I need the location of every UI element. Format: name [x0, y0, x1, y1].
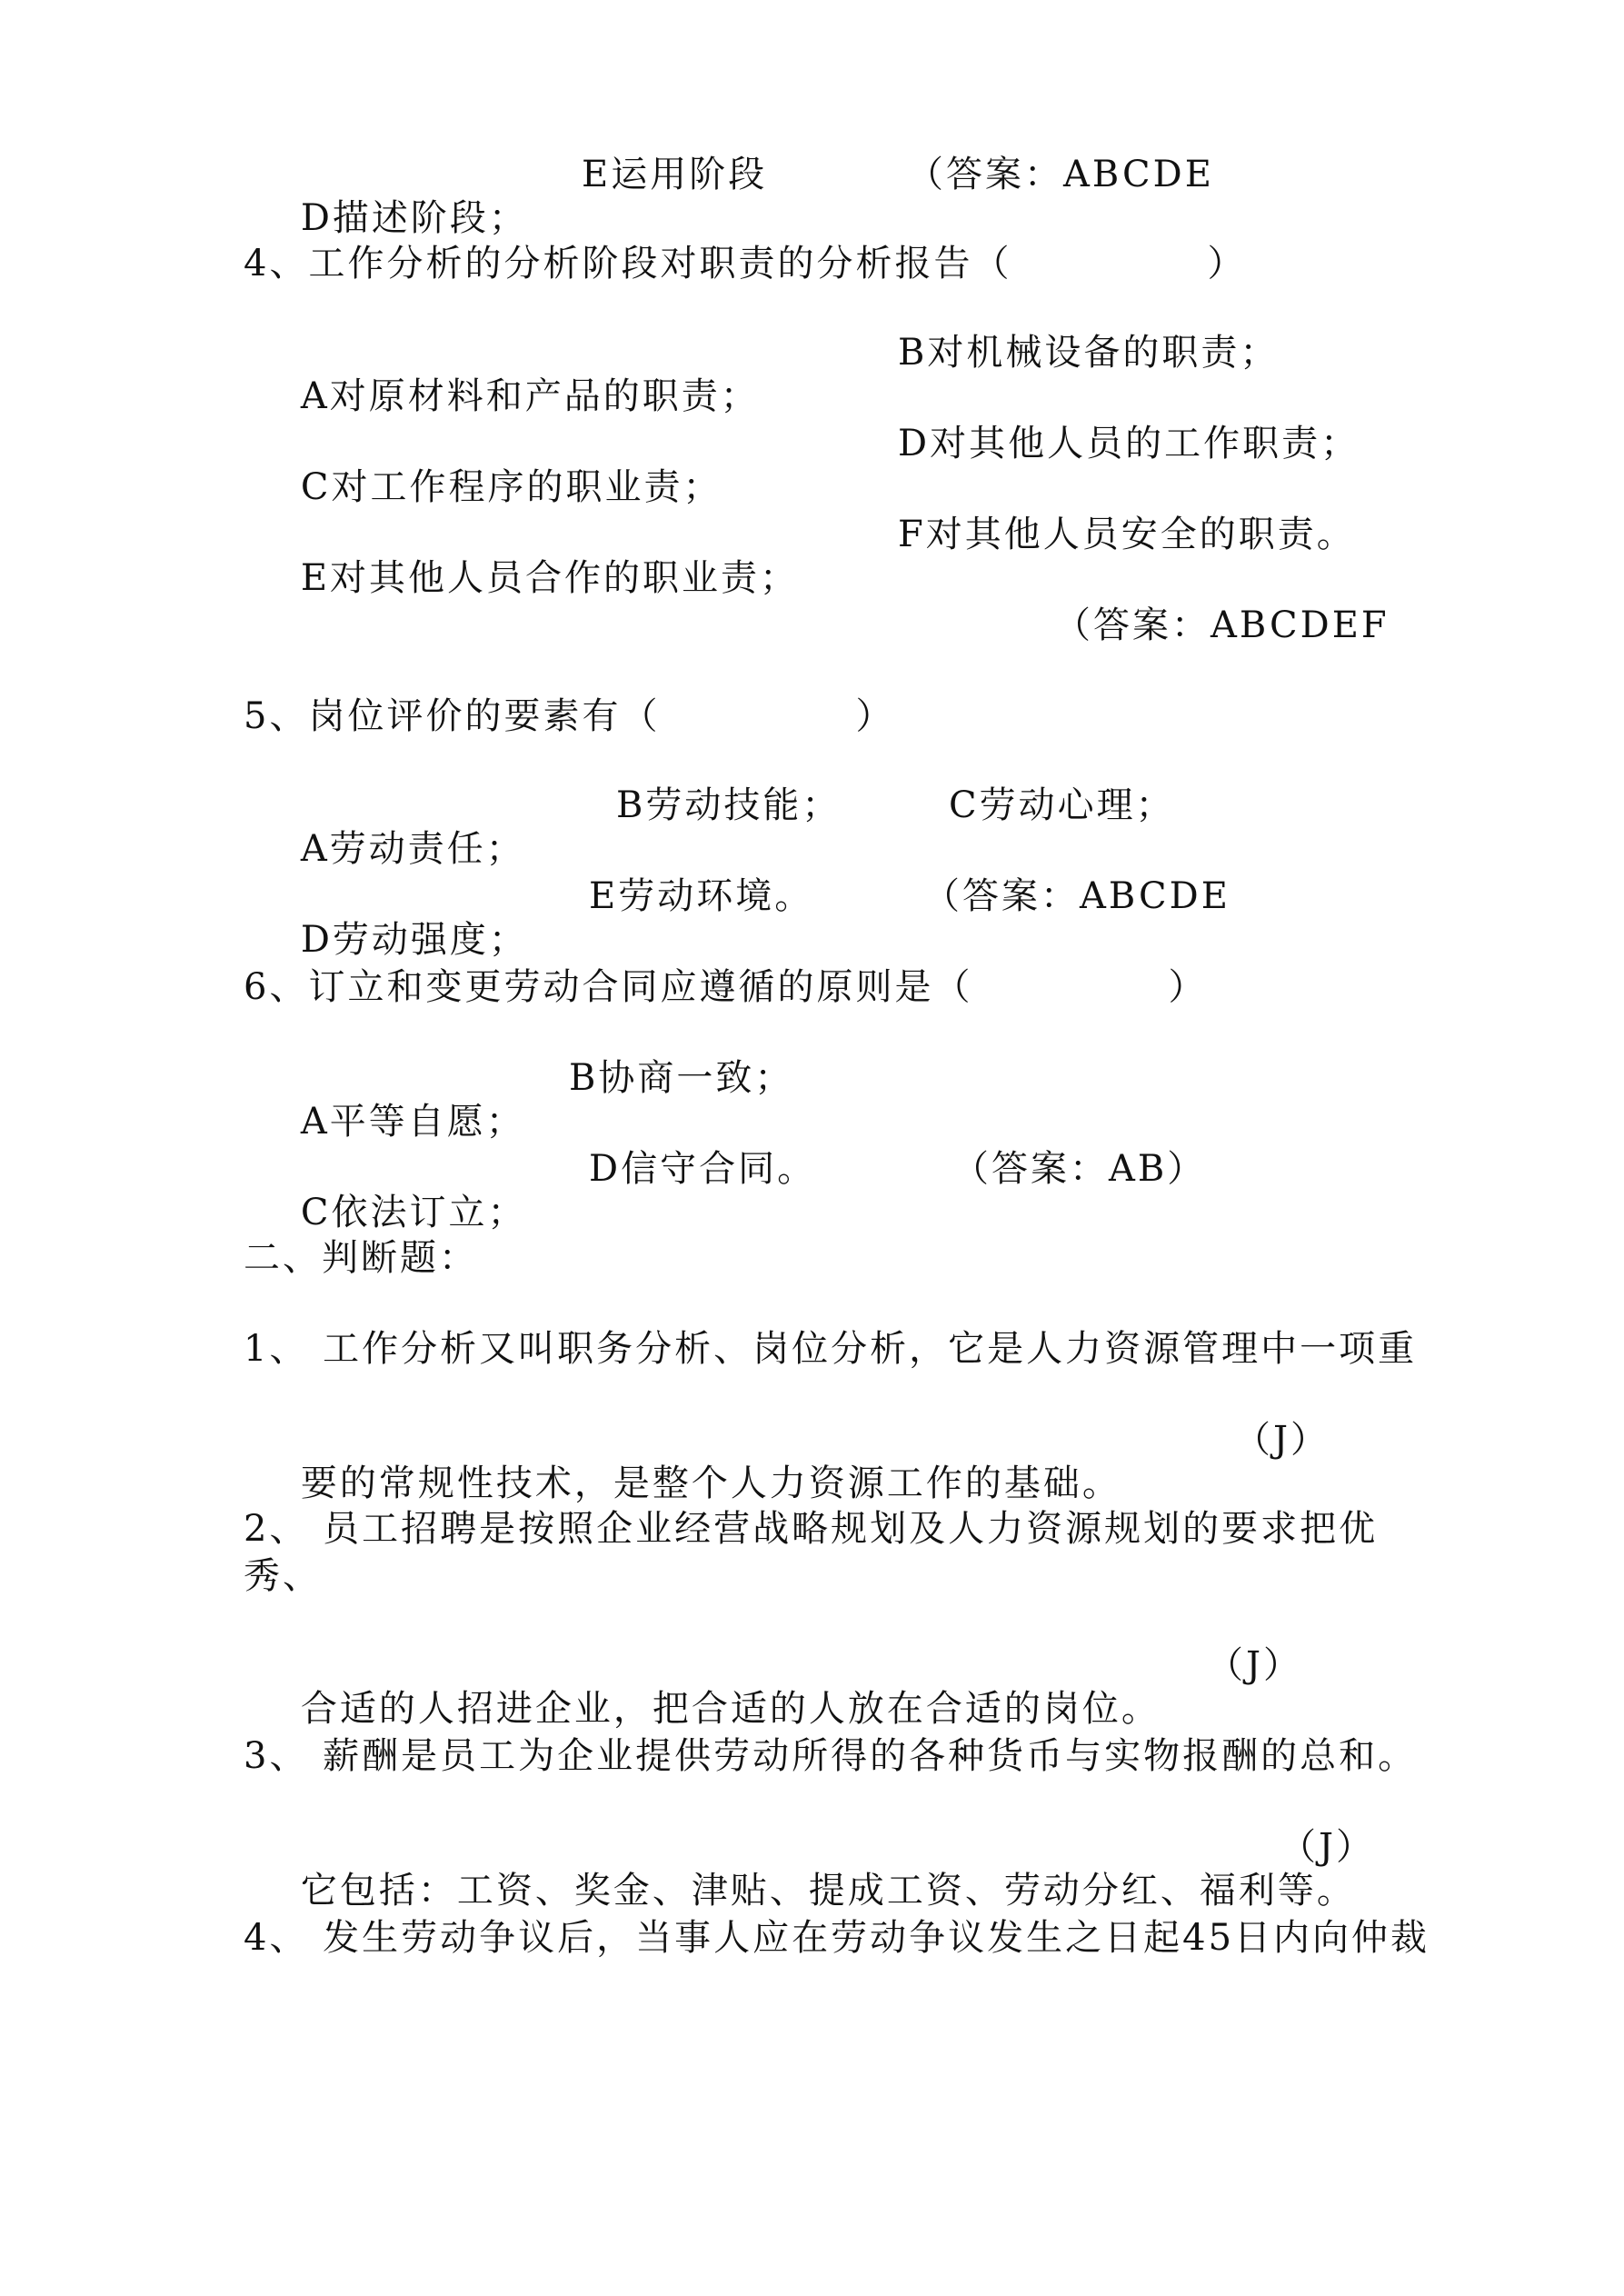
- q5-option-b: B劳动技能；: [616, 784, 842, 826]
- judgment-item-3-line1: 3、 薪酬是员工为企业提供劳动所得的各种货币与实物报酬的总和。: [244, 1735, 1418, 1777]
- judgment-item-1-line1: 1、 工作分析又叫职务分析、岗位分析，它是人力资源管理中一项重: [244, 1328, 1418, 1370]
- q4-answer: （答案：ABCDEF: [1054, 604, 1390, 646]
- judgment-item-4-line1: 4、 发生劳动争议后，当事人应在劳动争议发生之日起45日内向仲裁: [244, 1917, 1430, 1959]
- q4-option-c: C对工作程序的职业责；: [300, 466, 722, 508]
- q6-option-a: A平等自愿；: [300, 1101, 525, 1143]
- q4-stem: 4、工作分析的分析阶段对职责的分析报告（ ）: [244, 243, 1247, 285]
- q5-option-a: A劳动责任；: [300, 828, 525, 870]
- judgment-item-1-line2: 要的常规性技术，是整个人力资源工作的基础。 （J）: [300, 1419, 1330, 1504]
- q4-option-d: D对其他人员的工作职责；: [898, 423, 1360, 464]
- judgment-item-2-line2: 合适的人招进企业，把合适的人放在合适的岗位。 （J）: [300, 1644, 1303, 1730]
- q4-option-e: E对其他人员合作的职业责；: [300, 557, 800, 599]
- q4-option-a: A对原材料和产品的职责；: [300, 375, 760, 417]
- q6-answer: （答案：AB）: [952, 1148, 1207, 1190]
- judgment-item-2-line1b: 秀、: [244, 1555, 322, 1597]
- q3-answer: （答案：ABCDE: [907, 154, 1214, 195]
- judgment-item-2-line1: 2、 员工招聘是按照企业经营战略规划及人力资源规划的要求把优: [244, 1508, 1379, 1550]
- q5-answer: （答案：ABCDE: [923, 875, 1230, 917]
- q3-option-d: D描述阶段；: [300, 197, 528, 239]
- judgment-item-3-line2: 它包括：工资、奖金、津贴、提成工资、劳动分红、福利等。 （J）: [300, 1826, 1376, 1912]
- q5-option-e: E劳动环境。: [589, 875, 814, 917]
- q5-option-d: D劳动强度；: [300, 919, 528, 961]
- q4-option-b: B对机械设备的职责；: [898, 332, 1280, 374]
- judgment-item-3-mark: （J）: [1280, 1826, 1376, 1868]
- q6-stem: 6、订立和变更劳动合同应遵循的原则是（ ）: [244, 966, 1208, 1008]
- section2-heading: 二、判断题：: [244, 1237, 478, 1279]
- q4-option-f: F对其他人员安全的职责。: [898, 514, 1356, 555]
- q6-option-c: C依法订立；: [300, 1192, 527, 1233]
- q6-option-d: D信守合同。: [589, 1148, 817, 1190]
- q5-stem: 5、岗位评价的要素有（ ）: [244, 695, 895, 737]
- q6-option-b: B协商一致；: [569, 1057, 794, 1099]
- judgment-item-1-mark: （J）: [1234, 1419, 1330, 1461]
- judgment-item-2-mark: （J）: [1207, 1644, 1303, 1686]
- q3-option-e: E运用阶段: [582, 154, 768, 195]
- q5-option-c: C劳动心理；: [949, 784, 1175, 826]
